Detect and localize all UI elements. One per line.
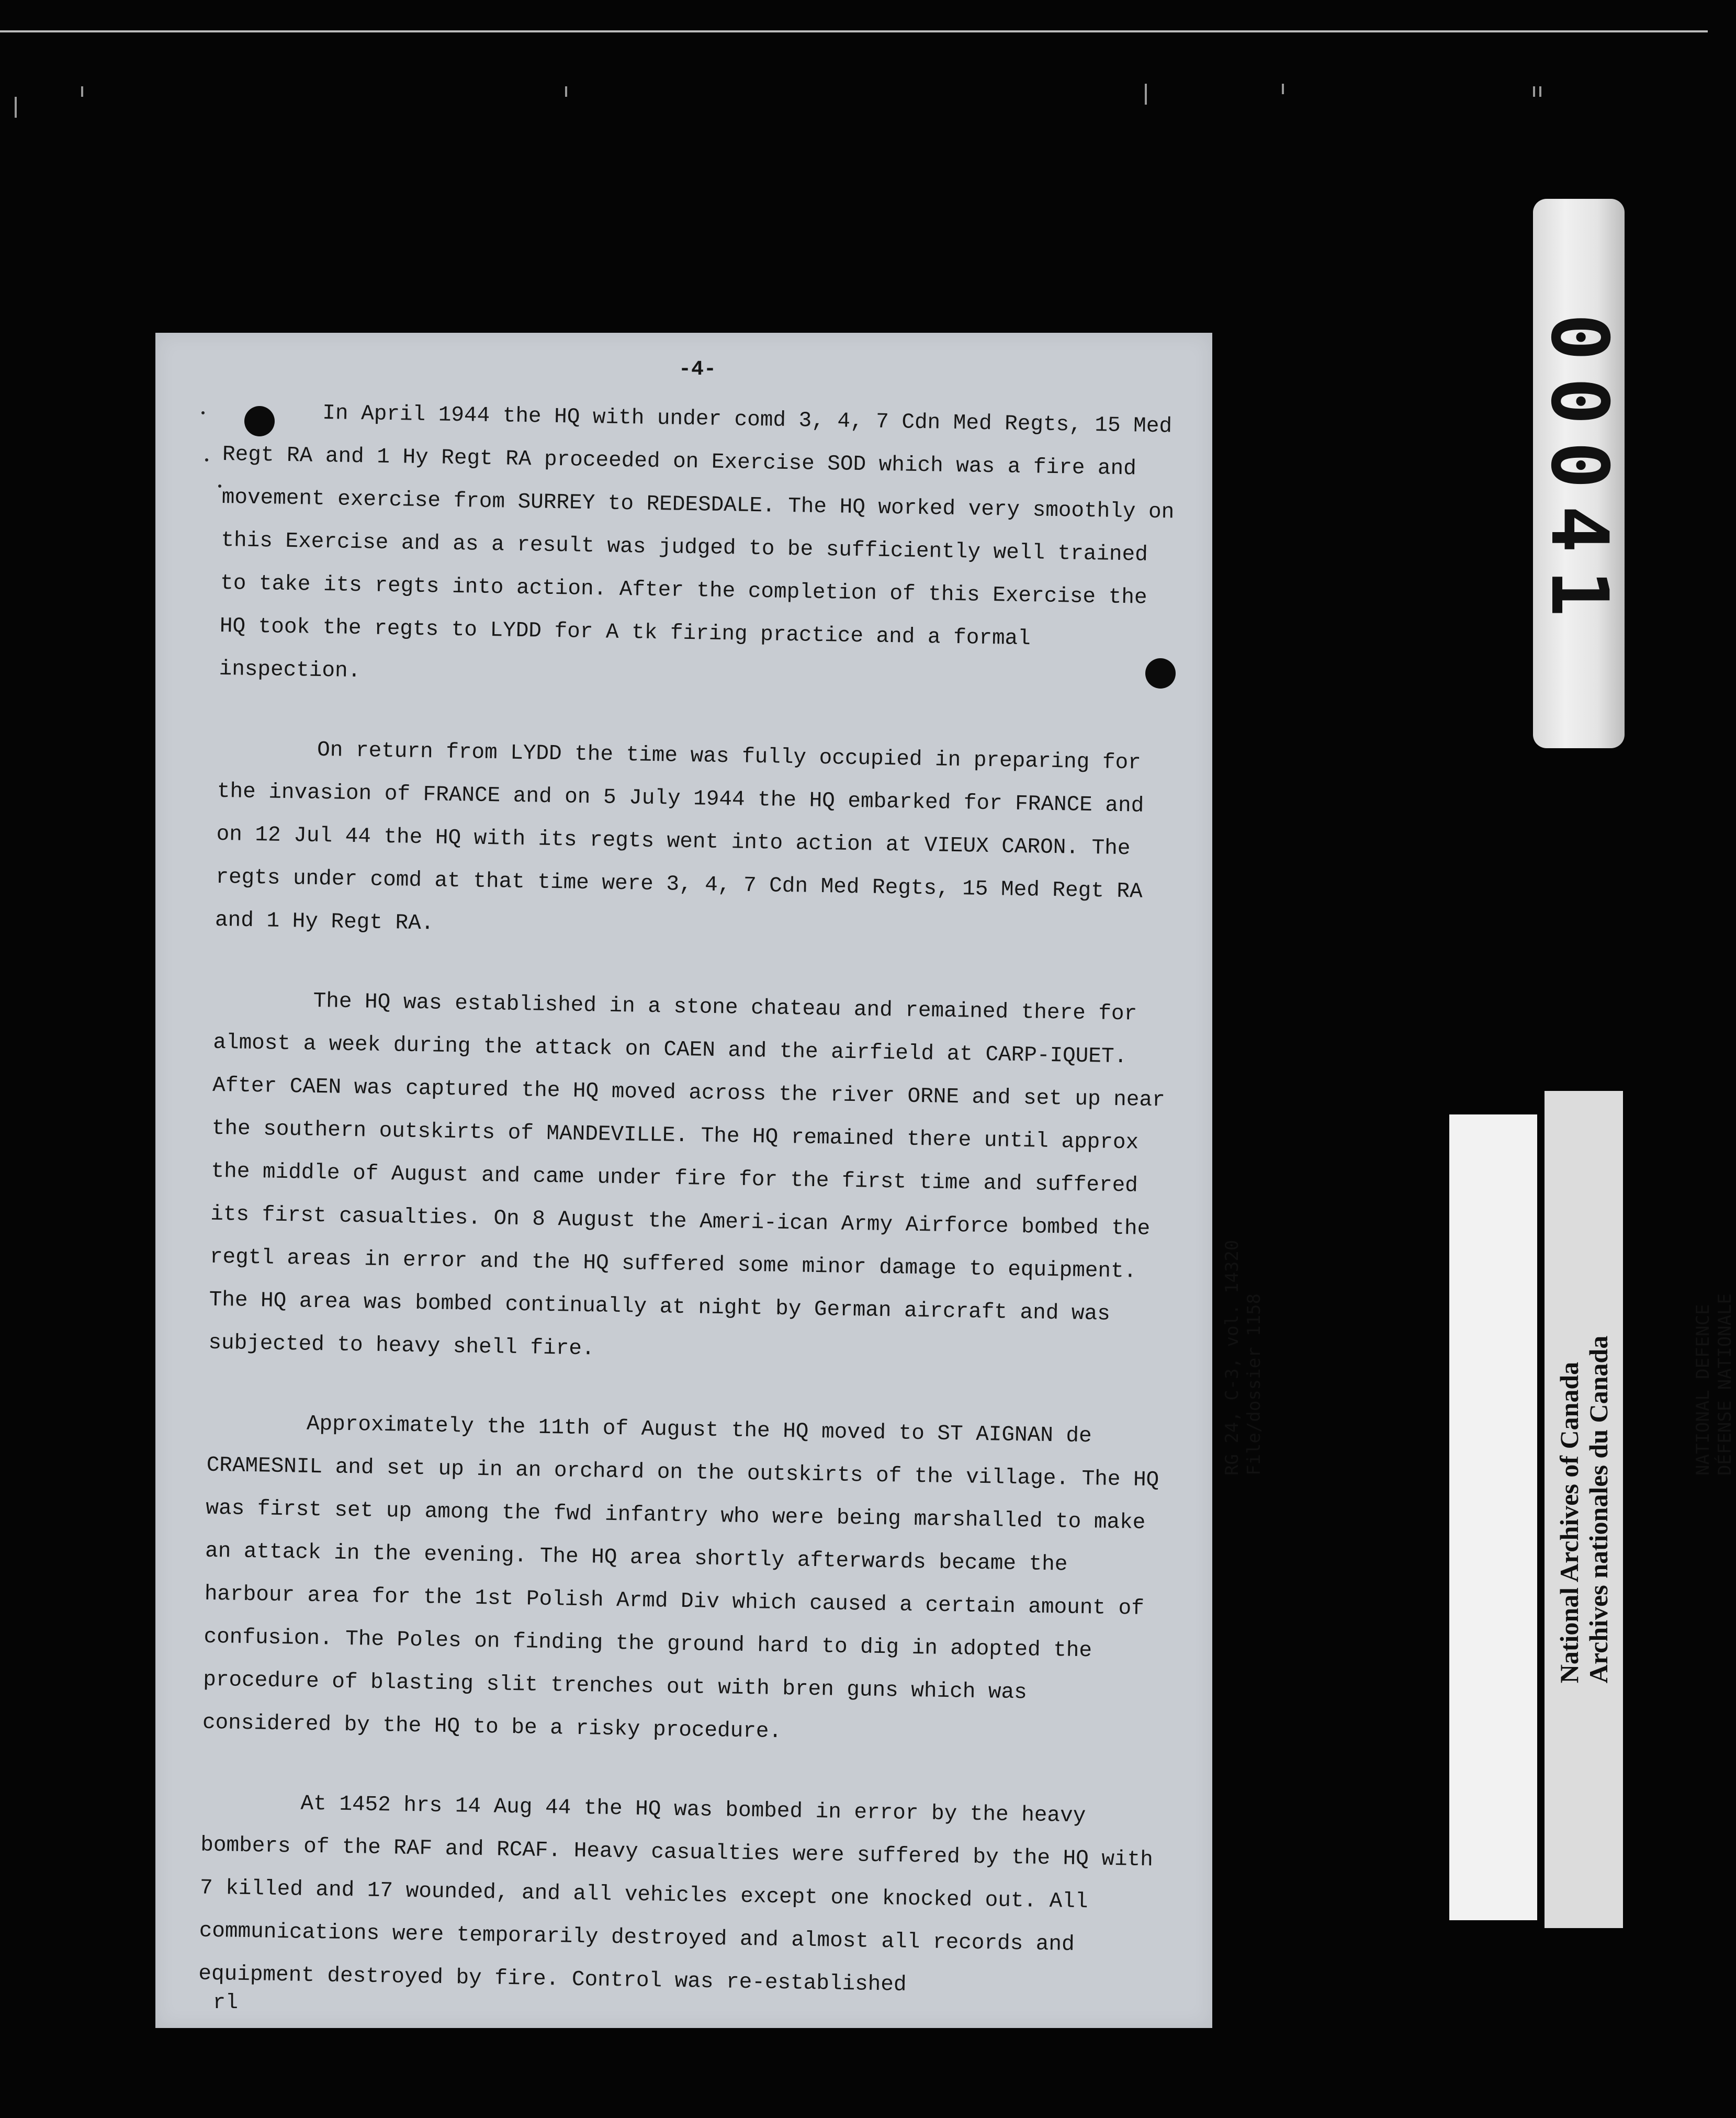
paragraph: Approximately the 11th of August the HQ moved to ST AIGNAN de CRAMESNIL and set up in an orchard on the outskirts of the village. The HQ was first set up among the fwd infantry who were being marshalled to make an attack in the evening. The HQ area shortly afterwards became the harbour area for the 1st Polish Armd Div which caused a certain amount of confusion. The Poles on finding the ground hard to dig in adopted the procedure of blasting slit trenches out with bren guns which was considered by the HQ to be a risky procedure.: [202, 1412, 1159, 1744]
microfilm-frame-stamp: [1533, 199, 1625, 748]
defence-label-line: NATIONAL DEFENCE: [1693, 1304, 1714, 1475]
file-reference-line: File/dossier 1158: [1244, 1293, 1265, 1475]
film-tick: [1145, 84, 1147, 105]
top-border-rule: [0, 30, 1708, 32]
film-tick: [15, 97, 17, 118]
defence-label-line: DÉFENSE NATIONALE: [1715, 1293, 1735, 1475]
defence-label: [1692, 1293, 1736, 1475]
film-tick: [565, 86, 567, 97]
paragraph: At 1452 hrs 14 Aug 44 the HQ was bombed in error by the heavy bombers of the RAF and RCAF. Heavy casualties were suffered by the HQ with 7 killed and 17 wounded, and all vehicles except one knocked out. All communications were temporarily destroyed and almost all records and equipment destroyed by fire. Control was re-established: [198, 1792, 1154, 1997]
margin-mark: [218, 485, 221, 488]
film-tick: [1539, 86, 1541, 97]
page-number: -4-: [679, 358, 717, 381]
archives-name-fr: Archives nationales du Canada: [1584, 1335, 1613, 1684]
margin-mark: [201, 411, 205, 414]
frame-number: 00041: [1533, 313, 1625, 634]
film-tick: [81, 86, 83, 97]
file-reference-line: RG 24, C-3, vol. 14320: [1222, 1240, 1243, 1475]
paragraph: On return from LYDD the time was fully occupied in preparing for the invasion of FRANCE and on 5 July 1944 the HQ embarked for FRANCE and on 12 Jul 44 the HQ with its regts went into action at VIEUX CARON. The regts under comd at that time were 3, 4, 7 Cdn Med Regts, 15 Med Regt RA and 1 Hy Regt RA.: [215, 738, 1144, 936]
paragraph: The HQ was established in a stone chateau and remained there for almost a week during the attack on CAEN and the airfield at CARP-IQUET. After CAEN was captured the HQ moved across the river ORNE and set up near the southern outskirts of MANDEVILLE. The HQ remained there until approx the middle of August and came under fire for the first time and suffered its first casualties. On 8 August the Ameri-ican Army Airforce bombed the regtl areas in error and the HQ suffered some minor damage to equipment. The HQ area was bombed continually at night by German aircraft and was subjected to heavy shell fire.: [208, 989, 1165, 1361]
archives-name: [1554, 1336, 1613, 1683]
film-tick: [1533, 86, 1535, 97]
archives-name-en: National Archives of Canada: [1554, 1361, 1584, 1684]
margin-mark: [205, 458, 208, 461]
archives-name-label: [1545, 1091, 1623, 1928]
body-text: [198, 390, 1181, 2047]
film-tick: [1282, 84, 1284, 94]
document-page: [155, 333, 1212, 2028]
file-reference: [1221, 1240, 1265, 1475]
typist-initials: rl: [213, 1991, 239, 2015]
paragraph: In April 1944 the HQ with under comd 3, 4, 7 Cdn Med Regts, 15 Med Regt RA and 1 Hy Regt RA proceeded on Exercise SOD which was a fire and movement exercise from SURREY to REDESDALE. The HQ worked very smoothly on this Exercise and as a result was judged to be sufficiently well trained to take its regts into action. After the completion of this Exercise the HQ took the regts to LYDD for A tk firing practice and a formal inspection.: [219, 401, 1175, 684]
